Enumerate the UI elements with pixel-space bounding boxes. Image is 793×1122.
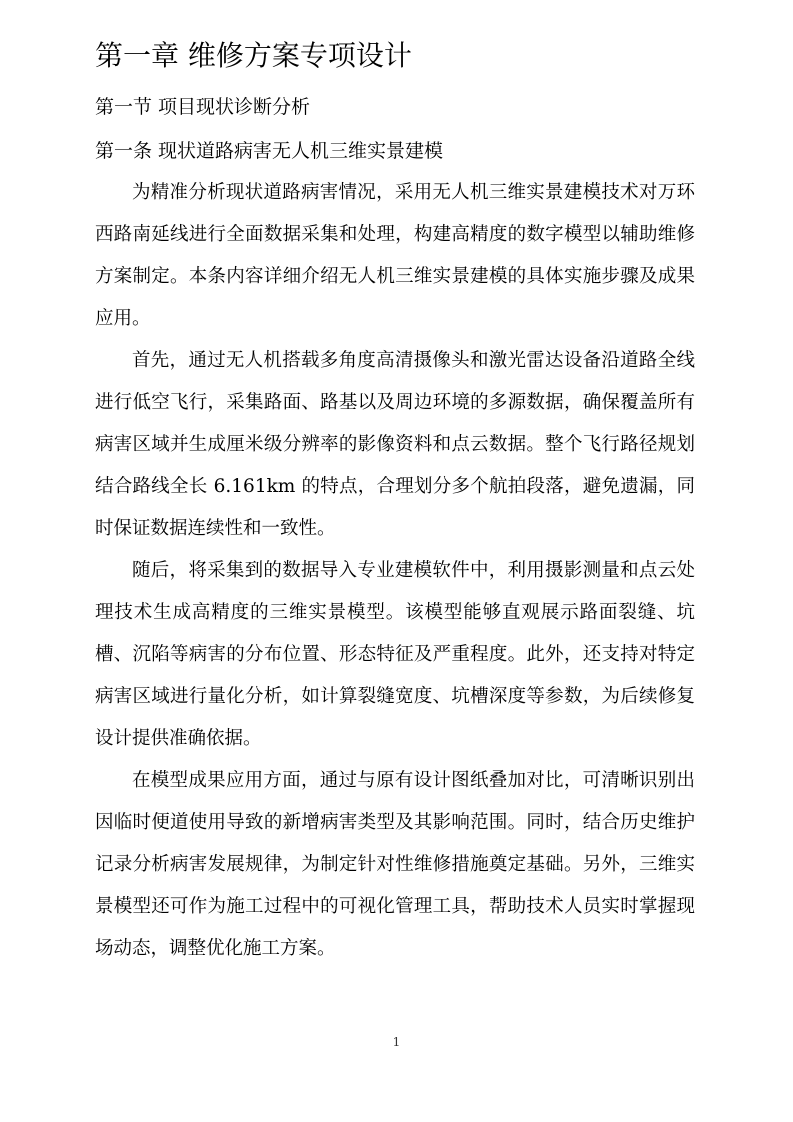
paragraph-data-collection: 首先，通过无人机搭载多角度高清摄像头和激光雷达设备沿道路全线进行低空飞行，采集路面、路基以及周边环境的多源数据，确保覆盖所有病害区域并生成厘米级分辨率的影像资料和点云数据。整个飞行路径规划结合路线全长 6.161km 的特点，合理划分多个航拍段落，避免遗漏，同时保证数据连续性和一致性。 — [95, 350, 695, 539]
article-title: 第一条 现状道路病害无人机三维实景建模 — [95, 140, 444, 162]
paragraph-application: 在模型成果应用方面，通过与原有设计图纸叠加对比，可清晰识别出因临时便道使用导致的新增病害类型及其影响范围。同时，结合历史维护记录分析病害发展规律，为制定针对性维修措施奠定基础。另外，三维实景模型还可作为施工过程中的可视化管理工具，帮助技术人员实时掌握现场动态，调整优化施工方案。 — [95, 770, 695, 959]
page-number: 1 — [392, 1035, 401, 1049]
chapter-title: 第一章 维修方案专项设计 — [95, 39, 412, 72]
section-title: 第一节 项目现状诊断分析 — [95, 96, 311, 118]
paragraph-modeling: 随后，将采集到的数据导入专业建模软件中，利用摄影测量和点云处理技术生成高精度的三维实景模型。该模型能够直观展示路面裂缝、坑槽、沉陷等病害的分布位置、形态特征及严重程度。此外，还支持对特定病害区域进行量化分析，如计算裂缝宽度、坑槽深度等参数，为后续修复设计提供准确依据。 — [95, 560, 695, 749]
body-text — [95, 172, 695, 970]
paragraph-intro: 为精准分析现状道路病害情况，采用无人机三维实景建模技术对万环西路南延线进行全面数据采集和处理，构建高精度的数字模型以辅助维修方案制定。本条内容详细介绍无人机三维实景建模的具体实施步骤及成果应用。 — [95, 182, 695, 329]
